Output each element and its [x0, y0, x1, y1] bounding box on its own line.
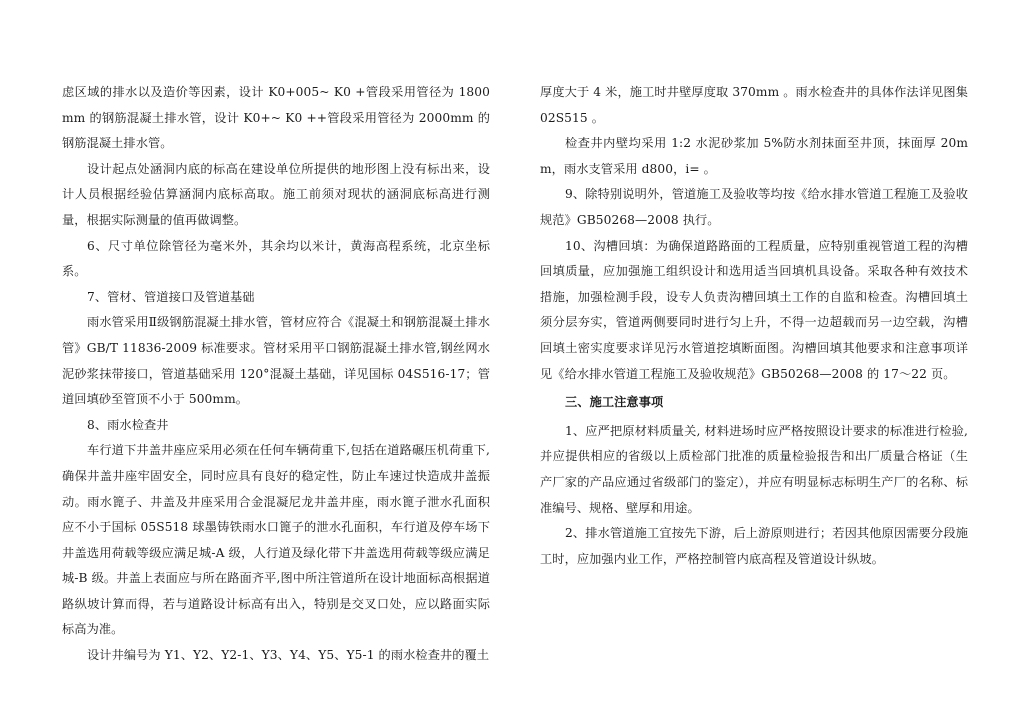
paragraph-trench-backfill: 10、沟槽回填：为确保道路路面的工程质量，应特别重视管道工程的沟槽回填质量，应加强施工组织设计和选用适当回填机具设备。采取各种有效技术措施，加强检测手段，设专人负责沟槽回填土工作的自监和检查。沟槽回填土须分层夯实，管道两侧要同时进行匀上升，不得一边超载而另一边空载，沟槽回填土密实度要求详见污水管道挖填断面图。沟槽回填其他要求和注意事项详见《给水排水管道工程施工及验收规范》GB50268—2008 的 17～22 页。	[540, 238, 968, 381]
paragraph-units-note: 6、尺寸单位除管径为毫米外，其余均以米计，黄海高程系统，北京坐标系。	[62, 238, 490, 279]
paragraph-well-wall-thickness: 厚度大于 4 米，施工时井壁厚度取 370mm 。雨水检查井的具体作法详见图集 02S515 。	[540, 85, 968, 125]
paragraph-culvert-elevation: 设计起点处涵洞内底的标高在建设单位所提供的地形图上没有标出来，设计人员根据经验估算涵洞内底标高取。施工前须对现状的涵洞底标高进行测量，根据实际测量的值再做调整。	[62, 161, 490, 227]
paragraph-drainage-pipe-diameter: 虑区域的排水以及造价等因素，设计 K0+005~ K0 +管段采用管径为 1800mm 的钢筋混凝土排水管，设计 K0+~ K0 ++管段采用管径为 2000mm 的钢筋混凝土排水管。	[62, 85, 490, 151]
paragraph-well-numbering: 设计井编号为 Y1、Y2、Y2-1、Y3、Y4、Y5、Y5-1 的雨水检查井的覆土	[87, 648, 490, 663]
paragraph-material-quality: 1、应严把原材料质量关, 材料进场时应严格按照设计要求的标准进行检验,并应提供相应的省级以上质检部门批准的质量检验报告和出厂质量合格证（生产厂家的产品应通过省级部门的鉴定），并应有明显标志标明生产厂的名称、标准编号、规格、壁厚和用途。	[540, 423, 968, 515]
paragraph-pipe-materials: 雨水管采用Ⅱ级钢筋混凝土排水管，管材应符合《混凝土和钢筋混凝土排水管》GB/T 11836-2009 标准要求。管材采用平口钢筋混凝土排水管,钢丝网水泥砂浆抹带接口，管道基础采用 120°混凝土基础，详见国标 04S516-17；管道回填砂至管顶不小于 500mm。	[62, 315, 490, 407]
left-column	[62, 80, 490, 669]
paragraph-manhole-covers: 车行道下井盖井座应采用必须在任何车辆荷重下,包括在道路碾压机荷重下,确保井盖井座牢固安全，同时应具有良好的稳定性，防止车速过快造成井盖振动。雨水篦子、井盖及井座采用合金混凝尼龙井盖井座，雨水篦子泄水孔面积应不小于国标 05S518 球墨铸铁雨水口篦子的泄水孔面积，车行道及停车场下井盖选用荷载等级应满足城-A 级，人行道及绿化带下井盖选用荷载等级应满足城-B 级。井盖上表面应与所在路面齐平,图中所注管道所在设计地面标高根据道路纵坡计算而得，若与道路设计标高有出入，特别是交叉口处，应以路面实际标高为准。	[62, 443, 490, 637]
paragraph-plastering: 检查井内壁均采用 1:2 水泥砂浆加 5%防水剂抹面至井顶，抹面厚 20mm，雨水支管采用 d800，i= 。	[540, 136, 968, 176]
heading-rain-inspection-well: 8、雨水检查井	[87, 417, 169, 432]
heading-pipe-materials: 7、管材、管道接口及管道基础	[87, 289, 255, 304]
paragraph-acceptance-standard: 9、除特别说明外，管道施工及验收等均按《给水排水管道工程施工及验收规范》GB50268—2008 执行。	[540, 187, 968, 227]
paragraph-construction-order: 2、排水管道施工宜按先下游，后上游原则进行；若因其他原因需要分段施工时，应加强内业工作，严格控制管内底高程及管道设计纵坡。	[540, 526, 968, 566]
right-column	[540, 80, 968, 572]
heading-construction-notes: 三、施工注意事项	[565, 395, 664, 410]
